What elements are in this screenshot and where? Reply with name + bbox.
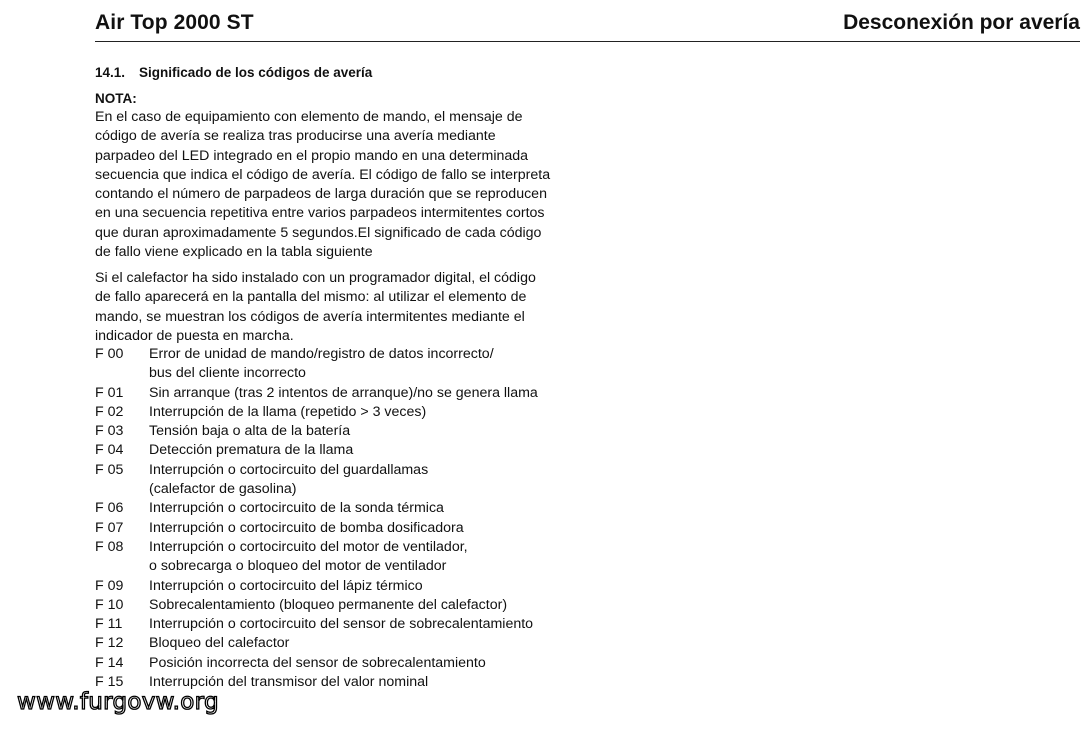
fault-description [149,384,538,403]
fault-code: F 06 [95,500,124,517]
fault-description [149,538,468,577]
section-number: 14.1. [95,65,126,80]
fault-description [149,345,494,384]
fault-code-row [95,403,615,422]
paragraph-line: secuencia que indica el código de avería. El código de fallo se interpreta [95,166,551,183]
fault-code-row [95,441,615,460]
fault-description [149,461,428,500]
watermark: www.furgovw.org [17,689,219,715]
note-label: NOTA: [95,91,137,106]
fault-code: F 09 [95,577,124,594]
fault-code: F 10 [95,596,124,613]
fault-description-line: Detección prematura de la llama [149,442,354,459]
fault-description-line: Sobrecalentamiento (bloqueo permanente del calefactor) [149,596,508,613]
fault-description-line: Interrupción o cortocircuito del guardallamas [149,461,429,478]
fault-code-row [95,499,615,518]
fault-code: F 12 [95,635,124,652]
fault-code: F 01 [95,384,124,401]
fault-description [149,403,426,422]
fault-code: F 02 [95,403,124,420]
fault-description [149,519,464,538]
paragraph-line: mando, se muestran los códigos de avería intermitentes mediante el [95,308,525,325]
fault-description-line: o sobrecarga o bloqueo del motor de ventilador [149,558,447,575]
fault-code: F 15 [95,674,124,691]
fault-code-row [95,577,615,596]
fault-description-line: Interrupción del transmisor del valor nominal [149,674,429,691]
fault-code: F 00 [95,346,124,362]
fault-code: F 14 [95,654,124,671]
paragraph-line: indicador de puesta en marcha. [95,327,294,344]
fault-code: F 03 [95,423,124,440]
note-paragraph-1 [95,108,585,262]
section-heading [95,65,372,80]
fault-description [149,596,507,615]
paragraph-line: código de avería se realiza tras producirse una avería mediante [95,128,496,145]
fault-description-line: Sin arranque (tras 2 intentos de arranque)/no se genera llama [149,384,538,401]
paragraph-line: Si el calefactor ha sido instalado con un programador digital, el código [95,270,536,286]
fault-description-line: Bloqueo del calefactor [149,635,290,652]
paragraph-line: que duran aproximadamente 5 segundos.El significado de cada código [95,224,542,241]
section-title: Significado de los códigos de avería [139,65,373,80]
fault-code-list [95,345,615,692]
fault-description-line: Error de unidad de mando/registro de datos incorrecto/ [149,346,494,362]
fault-description-line: Interrupción o cortocircuito de la sonda térmica [149,500,444,517]
fault-description-line: Tensión baja o alta de la batería [149,423,351,440]
fault-description [149,441,353,460]
fault-description [149,499,444,518]
fault-description [149,577,423,596]
fault-description-line: Interrupción o cortocircuito del lápiz térmico [149,577,423,594]
header-chapter-title: Desconexión por avería [843,11,1080,34]
fault-description [149,422,350,441]
paragraph-line: de fallo viene explicado en la tabla siguiente [95,244,373,261]
fault-description-line: (calefactor de gasolina) [149,481,297,498]
fault-code-row [95,615,615,634]
fault-description-line: Posición incorrecta del sensor de sobrecalentamiento [149,654,486,671]
paragraph-line: parpadeo del LED integrado en el propio mando en una determinada [95,147,529,164]
fault-code: F 07 [95,519,124,536]
paragraph-line: en una secuencia repetitiva entre varios parpadeos intermitentes cortos [95,205,545,222]
paragraph-line: contando el número de parpadeos de larga duración que se reproducen [95,186,547,203]
paragraph-line: En el caso de equipamiento con elemento de mando, el mensaje de [95,109,523,125]
fault-code-row [95,384,615,403]
fault-description [149,615,533,634]
page-header [95,10,1080,42]
fault-code-row [95,654,615,673]
fault-description-line: Interrupción o cortocircuito del motor de ventilador, [149,538,468,555]
fault-code: F 04 [95,442,124,459]
fault-description-line: bus del cliente incorrecto [149,365,306,382]
fault-description [149,634,289,653]
fault-code: F 05 [95,461,124,478]
fault-description-line: Interrupción o cortocircuito del sensor de sobrecalentamiento [149,616,534,633]
fault-code: F 08 [95,538,124,555]
fault-description [149,654,486,673]
note-paragraph-2 [95,269,585,346]
fault-code-row [95,345,615,384]
fault-code-row [95,538,615,577]
paragraph-line: de fallo aparecerá en la pantalla del mismo: al utilizar el elemento de [95,289,527,306]
fault-code-row [95,422,615,441]
fault-description-line: Interrupción o cortocircuito de bomba dosificadora [149,519,464,536]
fault-code: F 11 [95,616,123,633]
fault-code-row [95,634,615,653]
fault-code-row [95,519,615,538]
fault-description-line: Interrupción de la llama (repetido > 3 veces) [149,403,427,420]
header-product-title: Air Top 2000 ST [95,11,254,34]
fault-code-row [95,596,615,615]
fault-code-row [95,461,615,500]
